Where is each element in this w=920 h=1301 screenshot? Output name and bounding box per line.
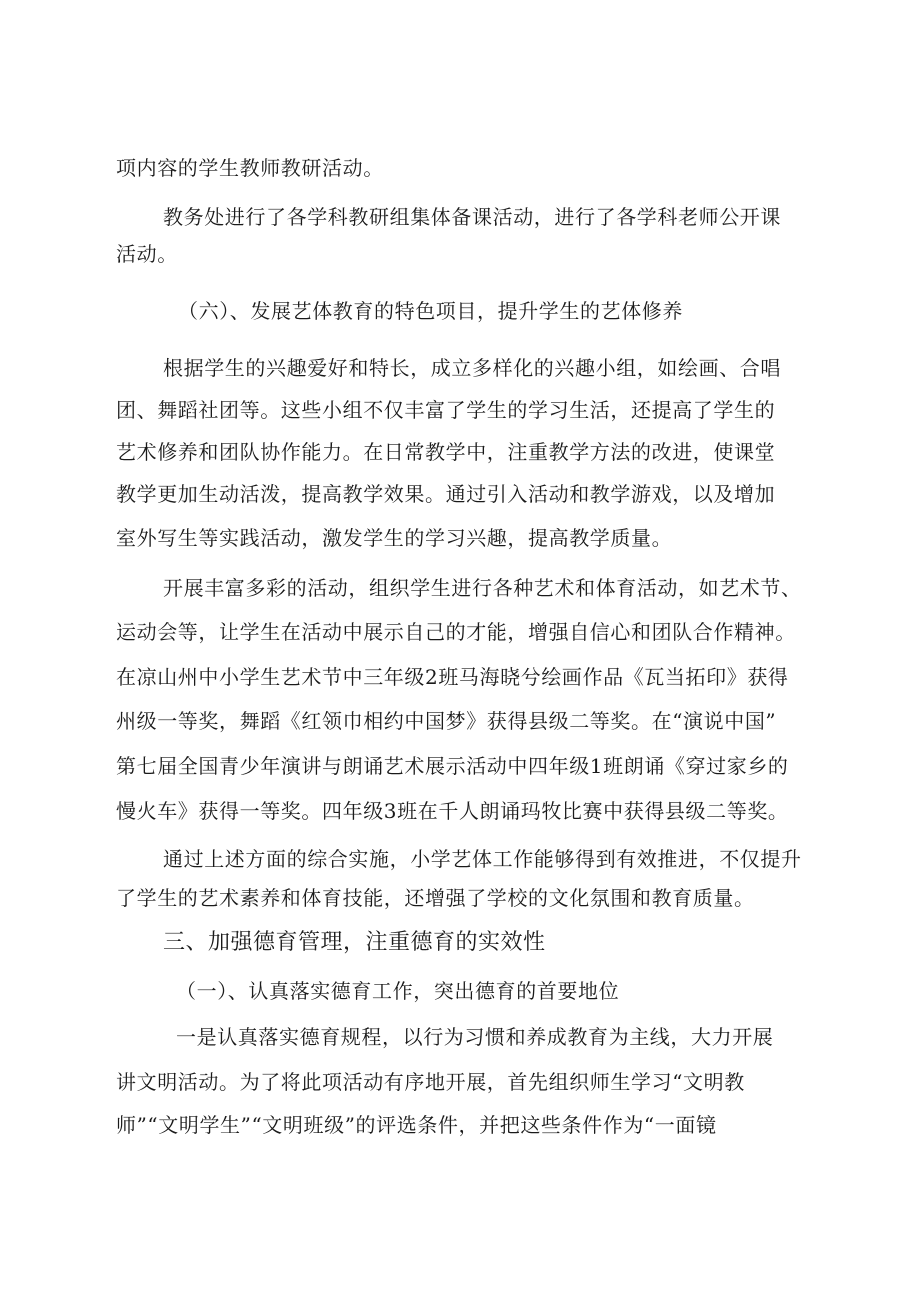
text-line-7: 艺术修养和团队协作能力。在日常教学中，注重教学方法的改进，使课堂 xyxy=(116,440,776,464)
text-line-12: 在凉山州中小学生艺术节中三年级2班马海晓兮绘画作品《瓦当拓印》获得 xyxy=(116,665,789,689)
section-heading-3: 三、加强德育管理，注重德育的实效性 xyxy=(163,930,546,955)
text-line-9: 室外写生等实践活动，激发学生的学习兴趣，提高教学质量。 xyxy=(116,526,673,550)
text-line-15: 慢火车》获得一等奖。四年级3班在千人朗诵玛牧比赛中获得县级二等奖。 xyxy=(116,799,789,823)
text-line-21: 讲文明活动。为了将此项活动有序地开展，首先组织师生学习“文明教 xyxy=(116,1070,745,1094)
section-heading-6: （六）、发展艺体教育的特色项目，提升学生的艺体修养 xyxy=(178,299,683,323)
text-line-22: 师”“文明学生”“文明班级”的评选条件，并把这些条件作为“一面镜 xyxy=(116,1113,717,1137)
text-line-2: 教务处进行了各学科教研组集体备课活动，进行了各学科老师公开课 xyxy=(163,205,781,229)
text-line-13: 州级一等奖，舞蹈《红领巾相约中国梦》获得县级二等奖。在“演说中国” xyxy=(116,709,777,733)
text-line-8: 教学更加生动活泼，提高教学效果。通过引入活动和教学游戏，以及增加 xyxy=(116,482,776,506)
text-line-6: 团、舞蹈社团等。这些小组不仅丰富了学生的学习生活，还提高了学生的 xyxy=(116,398,776,422)
subsection-heading-1: （一）、认真落实德育工作，突出德育的首要地位 xyxy=(176,979,620,1003)
text-line-20: 一是认真落实德育规程，以行为习惯和养成教育为主线，大力开展 xyxy=(176,1025,774,1049)
text-line-5: 根据学生的兴趣爱好和特长，成立多样化的兴趣小组，如绘画、合唱 xyxy=(163,356,781,380)
text-line-10: 开展丰富多彩的活动，组织学生进行各种艺术和体育活动，如艺术节、 xyxy=(163,576,802,600)
text-line-1: 项内容的学生教师教研活动。 xyxy=(116,156,384,180)
text-line-17: 了学生的艺术素养和体育技能，还增强了学校的文化氛围和教育质量。 xyxy=(116,886,755,910)
text-line-11: 运动会等，让学生在活动中展示自己的才能，增强自信心和团队合作精神。 xyxy=(116,620,796,644)
text-line-16: 通过上述方面的综合实施，小学艺体工作能够得到有效推进，不仅提升 xyxy=(163,847,802,871)
text-line-3: 活动。 xyxy=(116,242,178,266)
text-line-14: 第七届全国青少年演讲与朗诵艺术展示活动中四年级1班朗诵《穿过家乡的 xyxy=(116,754,789,778)
